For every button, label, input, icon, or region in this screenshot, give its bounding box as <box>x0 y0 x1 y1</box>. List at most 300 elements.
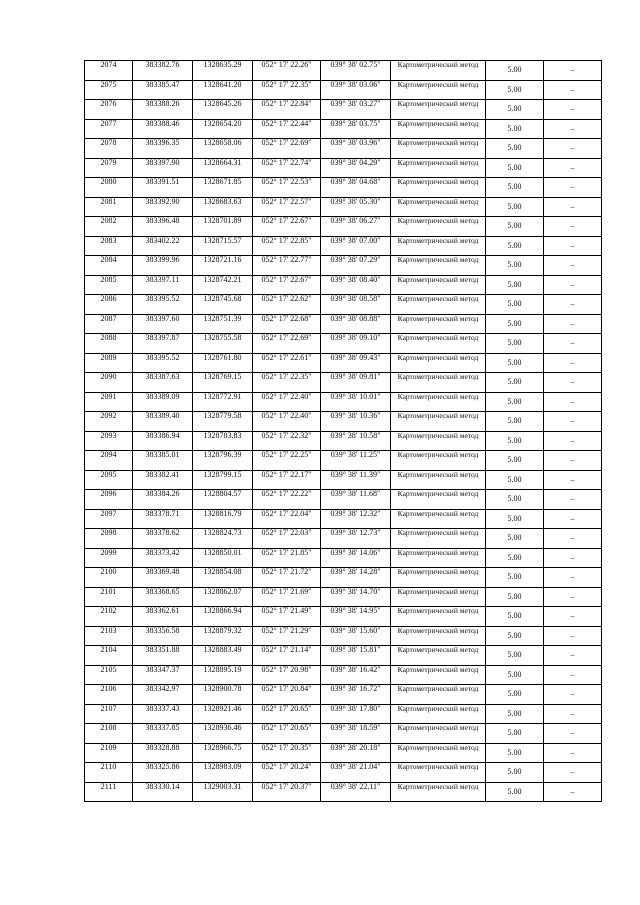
y-coordinate-cell: 1328745.68 <box>193 295 253 315</box>
longitude-cell: 039° 38' 14.06" <box>321 548 391 568</box>
description-cell: – <box>544 490 602 510</box>
point-number-cell: 2099 <box>85 548 133 568</box>
longitude-cell: 039° 38' 22.11" <box>321 782 391 802</box>
x-coordinate-cell: 383395.52 <box>133 295 193 315</box>
x-coordinate-cell: 383385.01 <box>133 451 193 471</box>
latitude-cell: 052° 17' 20.65" <box>253 724 321 744</box>
method-cell: Картометрический метод <box>391 646 486 666</box>
point-number-cell: 2082 <box>85 217 133 237</box>
latitude-cell: 052° 17' 22.62" <box>253 295 321 315</box>
table-row <box>85 685 602 705</box>
y-coordinate-cell: 1328816.79 <box>193 509 253 529</box>
y-coordinate-cell: 1328983.09 <box>193 763 253 783</box>
x-coordinate-cell: 383384.26 <box>133 490 193 510</box>
accuracy-cell: 5.00 <box>486 178 544 198</box>
x-coordinate-cell: 383347.37 <box>133 665 193 685</box>
description-cell: – <box>544 646 602 666</box>
accuracy-cell: 5.00 <box>486 587 544 607</box>
y-coordinate-cell: 1328796.39 <box>193 451 253 471</box>
point-number-cell: 2090 <box>85 373 133 393</box>
description-cell: – <box>544 373 602 393</box>
longitude-cell: 039° 38' 11.68" <box>321 490 391 510</box>
x-coordinate-cell: 383389.09 <box>133 392 193 412</box>
point-number-cell: 2104 <box>85 646 133 666</box>
y-coordinate-cell: 1328883.49 <box>193 646 253 666</box>
y-coordinate-cell: 1328779.58 <box>193 412 253 432</box>
method-cell: Картометрический метод <box>391 100 486 120</box>
accuracy-cell: 5.00 <box>486 139 544 159</box>
accuracy-cell: 5.00 <box>486 490 544 510</box>
description-cell: – <box>544 509 602 529</box>
x-coordinate-cell: 383397.87 <box>133 334 193 354</box>
latitude-cell: 052° 17' 20.98" <box>253 665 321 685</box>
accuracy-cell: 5.00 <box>486 197 544 217</box>
description-cell: – <box>544 685 602 705</box>
description-cell: – <box>544 61 602 81</box>
latitude-cell: 052° 17' 22.40" <box>253 392 321 412</box>
method-cell: Картометрический метод <box>391 353 486 373</box>
table-row <box>85 373 602 393</box>
accuracy-cell: 5.00 <box>486 548 544 568</box>
x-coordinate-cell: 383328.88 <box>133 743 193 763</box>
latitude-cell: 052° 17' 21.69" <box>253 587 321 607</box>
description-cell: – <box>544 626 602 646</box>
point-number-cell: 2103 <box>85 626 133 646</box>
table-row <box>85 275 602 295</box>
longitude-cell: 039° 38' 14.28" <box>321 568 391 588</box>
y-coordinate-cell: 1328783.83 <box>193 431 253 451</box>
x-coordinate-cell: 383368.65 <box>133 587 193 607</box>
method-cell: Картометрический метод <box>391 490 486 510</box>
accuracy-cell: 5.00 <box>486 470 544 490</box>
table-row <box>85 197 602 217</box>
description-cell: – <box>544 470 602 490</box>
longitude-cell: 039° 38' 04.68" <box>321 178 391 198</box>
point-number-cell: 2106 <box>85 685 133 705</box>
table-row <box>85 295 602 315</box>
accuracy-cell: 5.00 <box>486 782 544 802</box>
latitude-cell: 052° 17' 22.85" <box>253 236 321 256</box>
y-coordinate-cell: 1328755.58 <box>193 334 253 354</box>
point-number-cell: 2077 <box>85 119 133 139</box>
accuracy-cell: 5.00 <box>486 665 544 685</box>
description-cell: – <box>544 431 602 451</box>
y-coordinate-cell: 1328900.78 <box>193 685 253 705</box>
table-row <box>85 548 602 568</box>
longitude-cell: 039° 38' 18.59" <box>321 724 391 744</box>
point-number-cell: 2096 <box>85 490 133 510</box>
point-number-cell: 2111 <box>85 782 133 802</box>
method-cell: Картометрический метод <box>391 178 486 198</box>
accuracy-cell: 5.00 <box>486 158 544 178</box>
point-number-cell: 2092 <box>85 412 133 432</box>
x-coordinate-cell: 383397.60 <box>133 314 193 334</box>
description-cell: – <box>544 314 602 334</box>
latitude-cell: 052° 17' 22.35" <box>253 373 321 393</box>
y-coordinate-cell: 1328879.32 <box>193 626 253 646</box>
longitude-cell: 039° 38' 11.39" <box>321 470 391 490</box>
y-coordinate-cell: 1328824.73 <box>193 529 253 549</box>
latitude-cell: 052° 17' 22.25" <box>253 451 321 471</box>
latitude-cell: 052° 17' 22.40" <box>253 412 321 432</box>
accuracy-cell: 5.00 <box>486 626 544 646</box>
accuracy-cell: 5.00 <box>486 353 544 373</box>
x-coordinate-cell: 383378.62 <box>133 529 193 549</box>
point-number-cell: 2088 <box>85 334 133 354</box>
accuracy-cell: 5.00 <box>486 568 544 588</box>
accuracy-cell: 5.00 <box>486 100 544 120</box>
table-row <box>85 256 602 276</box>
x-coordinate-cell: 383337.43 <box>133 704 193 724</box>
method-cell: Картометрический метод <box>391 412 486 432</box>
description-cell: – <box>544 724 602 744</box>
description-cell: – <box>544 587 602 607</box>
table-row <box>85 626 602 646</box>
y-coordinate-cell: 1328769.15 <box>193 373 253 393</box>
x-coordinate-cell: 383362.61 <box>133 607 193 627</box>
longitude-cell: 039° 38' 03.06" <box>321 80 391 100</box>
y-coordinate-cell: 1328936.46 <box>193 724 253 744</box>
y-coordinate-cell: 1328645.26 <box>193 100 253 120</box>
table-row <box>85 763 602 783</box>
table-row <box>85 100 602 120</box>
x-coordinate-cell: 383396.48 <box>133 217 193 237</box>
method-cell: Картометрический метод <box>391 782 486 802</box>
x-coordinate-cell: 383337.85 <box>133 724 193 744</box>
longitude-cell: 039° 38' 10.01" <box>321 392 391 412</box>
method-cell: Картометрический метод <box>391 626 486 646</box>
table-row <box>85 353 602 373</box>
x-coordinate-cell: 383386.94 <box>133 431 193 451</box>
latitude-cell: 052° 17' 22.22" <box>253 490 321 510</box>
latitude-cell: 052° 17' 21.14" <box>253 646 321 666</box>
longitude-cell: 039° 38' 12.32" <box>321 509 391 529</box>
accuracy-cell: 5.00 <box>486 392 544 412</box>
table-row <box>85 412 602 432</box>
table-row <box>85 587 602 607</box>
description-cell: – <box>544 743 602 763</box>
table-row <box>85 490 602 510</box>
method-cell: Картометрический метод <box>391 529 486 549</box>
latitude-cell: 052° 17' 21.29" <box>253 626 321 646</box>
y-coordinate-cell: 1328966.75 <box>193 743 253 763</box>
y-coordinate-cell: 1328701.89 <box>193 217 253 237</box>
method-cell: Картометрический метод <box>391 334 486 354</box>
y-coordinate-cell: 1328671.85 <box>193 178 253 198</box>
table-row <box>85 217 602 237</box>
x-coordinate-cell: 383392.90 <box>133 197 193 217</box>
point-number-cell: 2098 <box>85 529 133 549</box>
table-row <box>85 724 602 744</box>
point-number-cell: 2109 <box>85 743 133 763</box>
table-row <box>85 665 602 685</box>
point-number-cell: 2102 <box>85 607 133 627</box>
description-cell: – <box>544 529 602 549</box>
description-cell: – <box>544 295 602 315</box>
accuracy-cell: 5.00 <box>486 743 544 763</box>
longitude-cell: 039° 38' 08.58" <box>321 295 391 315</box>
description-cell: – <box>544 451 602 471</box>
point-number-cell: 2083 <box>85 236 133 256</box>
x-coordinate-cell: 383378.71 <box>133 509 193 529</box>
x-coordinate-cell: 383330.14 <box>133 782 193 802</box>
longitude-cell: 039° 38' 07.00" <box>321 236 391 256</box>
longitude-cell: 039° 38' 09.10" <box>321 334 391 354</box>
description-cell: – <box>544 100 602 120</box>
longitude-cell: 039° 38' 14.70" <box>321 587 391 607</box>
table-row <box>85 392 602 412</box>
table-row <box>85 782 602 802</box>
description-cell: – <box>544 80 602 100</box>
x-coordinate-cell: 383325.86 <box>133 763 193 783</box>
y-coordinate-cell: 1328850.01 <box>193 548 253 568</box>
y-coordinate-cell: 1328635.29 <box>193 61 253 81</box>
point-number-cell: 2086 <box>85 295 133 315</box>
point-number-cell: 2093 <box>85 431 133 451</box>
method-cell: Картометрический метод <box>391 80 486 100</box>
description-cell: – <box>544 217 602 237</box>
latitude-cell: 052° 17' 22.69" <box>253 334 321 354</box>
point-number-cell: 2085 <box>85 275 133 295</box>
description-cell: – <box>544 607 602 627</box>
point-number-cell: 2074 <box>85 61 133 81</box>
method-cell: Картометрический метод <box>391 568 486 588</box>
latitude-cell: 052° 17' 22.53" <box>253 178 321 198</box>
y-coordinate-cell: 1328658.06 <box>193 139 253 159</box>
y-coordinate-cell: 1328895.19 <box>193 665 253 685</box>
latitude-cell: 052° 17' 20.65" <box>253 704 321 724</box>
accuracy-cell: 5.00 <box>486 373 544 393</box>
longitude-cell: 039° 38' 11.25" <box>321 451 391 471</box>
accuracy-cell: 5.00 <box>486 334 544 354</box>
longitude-cell: 039° 38' 04.29" <box>321 158 391 178</box>
latitude-cell: 052° 17' 22.32" <box>253 431 321 451</box>
method-cell: Картометрический метод <box>391 509 486 529</box>
x-coordinate-cell: 383397.11 <box>133 275 193 295</box>
method-cell: Картометрический метод <box>391 119 486 139</box>
latitude-cell: 052° 17' 22.67" <box>253 275 321 295</box>
method-cell: Картометрический метод <box>391 275 486 295</box>
accuracy-cell: 5.00 <box>486 236 544 256</box>
accuracy-cell: 5.00 <box>486 704 544 724</box>
longitude-cell: 039° 38' 17.80" <box>321 704 391 724</box>
x-coordinate-cell: 383342.97 <box>133 685 193 705</box>
method-cell: Картометрический метод <box>391 256 486 276</box>
description-cell: – <box>544 236 602 256</box>
description-cell: – <box>544 197 602 217</box>
latitude-cell: 052° 17' 22.74" <box>253 158 321 178</box>
longitude-cell: 039° 38' 06.27" <box>321 217 391 237</box>
latitude-cell: 052° 17' 20.24" <box>253 763 321 783</box>
latitude-cell: 052° 17' 22.57" <box>253 197 321 217</box>
point-number-cell: 2079 <box>85 158 133 178</box>
latitude-cell: 052° 17' 22.35" <box>253 80 321 100</box>
description-cell: – <box>544 275 602 295</box>
latitude-cell: 052° 17' 20.37" <box>253 782 321 802</box>
latitude-cell: 052° 17' 21.49" <box>253 607 321 627</box>
description-cell: – <box>544 548 602 568</box>
table-row <box>85 646 602 666</box>
accuracy-cell: 5.00 <box>486 314 544 334</box>
y-coordinate-cell: 1328772.91 <box>193 392 253 412</box>
point-number-cell: 2084 <box>85 256 133 276</box>
description-cell: – <box>544 353 602 373</box>
longitude-cell: 039° 38' 03.75" <box>321 119 391 139</box>
point-number-cell: 2081 <box>85 197 133 217</box>
table-body <box>85 61 602 802</box>
x-coordinate-cell: 383351.88 <box>133 646 193 666</box>
y-coordinate-cell: 1328799.15 <box>193 470 253 490</box>
table-row <box>85 451 602 471</box>
description-cell: – <box>544 782 602 802</box>
latitude-cell: 052° 17' 22.77" <box>253 256 321 276</box>
longitude-cell: 039° 38' 16.72" <box>321 685 391 705</box>
accuracy-cell: 5.00 <box>486 607 544 627</box>
accuracy-cell: 5.00 <box>486 724 544 744</box>
method-cell: Картометрический метод <box>391 197 486 217</box>
method-cell: Картометрический метод <box>391 665 486 685</box>
table-row <box>85 704 602 724</box>
y-coordinate-cell: 1328751.39 <box>193 314 253 334</box>
table-row <box>85 236 602 256</box>
accuracy-cell: 5.00 <box>486 509 544 529</box>
method-cell: Картометрический метод <box>391 139 486 159</box>
point-number-cell: 2080 <box>85 178 133 198</box>
latitude-cell: 052° 17' 22.26" <box>253 61 321 81</box>
x-coordinate-cell: 383399.96 <box>133 256 193 276</box>
table-row <box>85 743 602 763</box>
method-cell: Картометрический метод <box>391 548 486 568</box>
description-cell: – <box>544 158 602 178</box>
point-number-cell: 2108 <box>85 724 133 744</box>
y-coordinate-cell: 1328683.63 <box>193 197 253 217</box>
longitude-cell: 039° 38' 09.43" <box>321 353 391 373</box>
x-coordinate-cell: 383356.58 <box>133 626 193 646</box>
table-row <box>85 314 602 334</box>
longitude-cell: 039° 38' 20.18" <box>321 743 391 763</box>
description-cell: – <box>544 139 602 159</box>
accuracy-cell: 5.00 <box>486 217 544 237</box>
longitude-cell: 039° 38' 10.36" <box>321 412 391 432</box>
point-number-cell: 2097 <box>85 509 133 529</box>
method-cell: Картометрический метод <box>391 763 486 783</box>
method-cell: Картометрический метод <box>391 236 486 256</box>
y-coordinate-cell: 1328664.31 <box>193 158 253 178</box>
method-cell: Картометрический метод <box>391 607 486 627</box>
accuracy-cell: 5.00 <box>486 80 544 100</box>
latitude-cell: 052° 17' 22.44" <box>253 119 321 139</box>
description-cell: – <box>544 119 602 139</box>
method-cell: Картометрический метод <box>391 704 486 724</box>
x-coordinate-cell: 383396.35 <box>133 139 193 159</box>
accuracy-cell: 5.00 <box>486 685 544 705</box>
y-coordinate-cell: 1329003.31 <box>193 782 253 802</box>
latitude-cell: 052° 17' 22.61" <box>253 353 321 373</box>
x-coordinate-cell: 383391.51 <box>133 178 193 198</box>
longitude-cell: 039° 38' 03.96" <box>321 139 391 159</box>
accuracy-cell: 5.00 <box>486 119 544 139</box>
description-cell: – <box>544 704 602 724</box>
point-number-cell: 2110 <box>85 763 133 783</box>
point-number-cell: 2078 <box>85 139 133 159</box>
y-coordinate-cell: 1328866.94 <box>193 607 253 627</box>
accuracy-cell: 5.00 <box>486 295 544 315</box>
longitude-cell: 039° 38' 16.42" <box>321 665 391 685</box>
x-coordinate-cell: 383388.46 <box>133 119 193 139</box>
method-cell: Картометрический метод <box>391 451 486 471</box>
coordinates-table <box>84 60 602 802</box>
table-row <box>85 509 602 529</box>
accuracy-cell: 5.00 <box>486 646 544 666</box>
x-coordinate-cell: 383389.40 <box>133 412 193 432</box>
x-coordinate-cell: 383373.42 <box>133 548 193 568</box>
x-coordinate-cell: 383387.63 <box>133 373 193 393</box>
latitude-cell: 052° 17' 22.69" <box>253 139 321 159</box>
description-cell: – <box>544 763 602 783</box>
x-coordinate-cell: 383385.47 <box>133 80 193 100</box>
x-coordinate-cell: 383397.90 <box>133 158 193 178</box>
method-cell: Картометрический метод <box>391 217 486 237</box>
accuracy-cell: 5.00 <box>486 451 544 471</box>
latitude-cell: 052° 17' 22.03" <box>253 529 321 549</box>
y-coordinate-cell: 1328862.07 <box>193 587 253 607</box>
x-coordinate-cell: 383369.48 <box>133 568 193 588</box>
longitude-cell: 039° 38' 21.04" <box>321 763 391 783</box>
longitude-cell: 039° 38' 02.75" <box>321 61 391 81</box>
table-row <box>85 607 602 627</box>
y-coordinate-cell: 1328804.57 <box>193 490 253 510</box>
x-coordinate-cell: 383395.52 <box>133 353 193 373</box>
y-coordinate-cell: 1328641.20 <box>193 80 253 100</box>
latitude-cell: 052° 17' 22.67" <box>253 217 321 237</box>
longitude-cell: 039° 38' 10.58" <box>321 431 391 451</box>
method-cell: Картометрический метод <box>391 61 486 81</box>
method-cell: Картометрический метод <box>391 373 486 393</box>
y-coordinate-cell: 1328721.16 <box>193 256 253 276</box>
latitude-cell: 052° 17' 21.85" <box>253 548 321 568</box>
y-coordinate-cell: 1328761.80 <box>193 353 253 373</box>
description-cell: – <box>544 568 602 588</box>
table-row <box>85 334 602 354</box>
table-row <box>85 139 602 159</box>
method-cell: Картометрический метод <box>391 314 486 334</box>
latitude-cell: 052° 17' 22.68" <box>253 314 321 334</box>
method-cell: Картометрический метод <box>391 685 486 705</box>
method-cell: Картометрический метод <box>391 743 486 763</box>
longitude-cell: 039° 38' 09.81" <box>321 373 391 393</box>
y-coordinate-cell: 1328715.57 <box>193 236 253 256</box>
table-row <box>85 119 602 139</box>
description-cell: – <box>544 256 602 276</box>
accuracy-cell: 5.00 <box>486 61 544 81</box>
longitude-cell: 039° 38' 07.29" <box>321 256 391 276</box>
description-cell: – <box>544 334 602 354</box>
point-number-cell: 2094 <box>85 451 133 471</box>
point-number-cell: 2076 <box>85 100 133 120</box>
longitude-cell: 039° 38' 03.27" <box>321 100 391 120</box>
latitude-cell: 052° 17' 21.72" <box>253 568 321 588</box>
point-number-cell: 2091 <box>85 392 133 412</box>
method-cell: Картометрический метод <box>391 724 486 744</box>
table-row <box>85 178 602 198</box>
accuracy-cell: 5.00 <box>486 275 544 295</box>
point-number-cell: 2107 <box>85 704 133 724</box>
table-row <box>85 529 602 549</box>
latitude-cell: 052° 17' 22.84" <box>253 100 321 120</box>
x-coordinate-cell: 383388.26 <box>133 100 193 120</box>
accuracy-cell: 5.00 <box>486 431 544 451</box>
longitude-cell: 039° 38' 14.95" <box>321 607 391 627</box>
